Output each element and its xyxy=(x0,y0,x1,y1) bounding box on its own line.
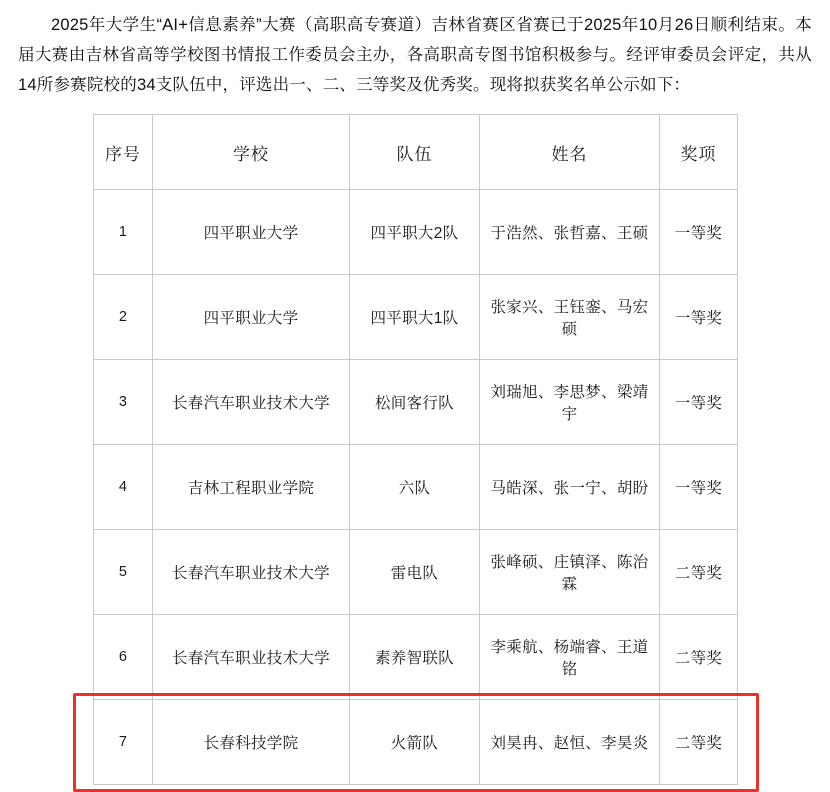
cell-school: 长春科技学院 xyxy=(153,700,350,785)
table-header xyxy=(94,115,738,190)
cell-team: 火箭队 xyxy=(350,700,480,785)
cell-award: 一等奖 xyxy=(660,445,738,530)
column-header-index: 序号 xyxy=(94,115,153,190)
cell-index: 1 xyxy=(94,190,153,275)
cell-index: 7 xyxy=(94,700,153,785)
column-header-award: 奖项 xyxy=(660,115,738,190)
table-row xyxy=(94,530,738,615)
cell-names: 刘昊冉、赵恒、李昊炎 xyxy=(480,700,660,785)
cell-award: 一等奖 xyxy=(660,275,738,360)
cell-award: 二等奖 xyxy=(660,530,738,615)
table-row xyxy=(94,190,738,275)
award-table-wrapper xyxy=(93,114,737,785)
cell-team: 素养智联队 xyxy=(350,615,480,700)
cell-index: 5 xyxy=(94,530,153,615)
cell-award: 一等奖 xyxy=(660,360,738,445)
cell-index: 2 xyxy=(94,275,153,360)
cell-team: 四平职大1队 xyxy=(350,275,480,360)
table-row xyxy=(94,360,738,445)
table-header-row xyxy=(94,115,738,190)
cell-team: 松间客行队 xyxy=(350,360,480,445)
cell-names: 张家兴、王钰銮、马宏硕 xyxy=(480,275,660,360)
cell-team: 雷电队 xyxy=(350,530,480,615)
table-row xyxy=(94,445,738,530)
table-row-highlighted xyxy=(94,700,738,785)
cell-school: 吉林工程职业学院 xyxy=(153,445,350,530)
cell-names: 李乘航、杨端睿、王道铭 xyxy=(480,615,660,700)
cell-index: 6 xyxy=(94,615,153,700)
cell-award: 二等奖 xyxy=(660,700,738,785)
cell-award: 二等奖 xyxy=(660,615,738,700)
column-header-team: 队伍 xyxy=(350,115,480,190)
column-header-school: 学校 xyxy=(153,115,350,190)
award-table xyxy=(93,114,738,785)
cell-school: 四平职业大学 xyxy=(153,190,350,275)
cell-index: 3 xyxy=(94,360,153,445)
cell-team: 六队 xyxy=(350,445,480,530)
cell-award: 一等奖 xyxy=(660,190,738,275)
cell-team: 四平职大2队 xyxy=(350,190,480,275)
cell-names: 张峰硕、庄镇泽、陈治霖 xyxy=(480,530,660,615)
cell-index: 4 xyxy=(94,445,153,530)
cell-school: 长春汽车职业技术大学 xyxy=(153,530,350,615)
cell-school: 长春汽车职业技术大学 xyxy=(153,360,350,445)
table-body xyxy=(94,190,738,785)
column-header-names: 姓名 xyxy=(480,115,660,190)
cell-names: 马皓深、张一宁、胡盼 xyxy=(480,445,660,530)
cell-names: 刘瑞旭、李思梦、梁靖宇 xyxy=(480,360,660,445)
cell-names: 于浩然、张哲嘉、王硕 xyxy=(480,190,660,275)
table-row xyxy=(94,275,738,360)
intro-paragraph: 2025年大学生“AI+信息素养”大赛（高职高专赛道）吉林省赛区省赛已于2025年10月26日顺利结束。本届大赛由吉林省高等学校图书情报工作委员会主办，各高职高专图书馆积极参与。经评审委员会评定，共从14所参赛院校的34支队伍中，评选出一、二、三等奖及优秀奖。现将拟获奖名单公示如下： xyxy=(18,16,812,94)
cell-school: 长春汽车职业技术大学 xyxy=(153,615,350,700)
cell-school: 四平职业大学 xyxy=(153,275,350,360)
table-row xyxy=(94,615,738,700)
